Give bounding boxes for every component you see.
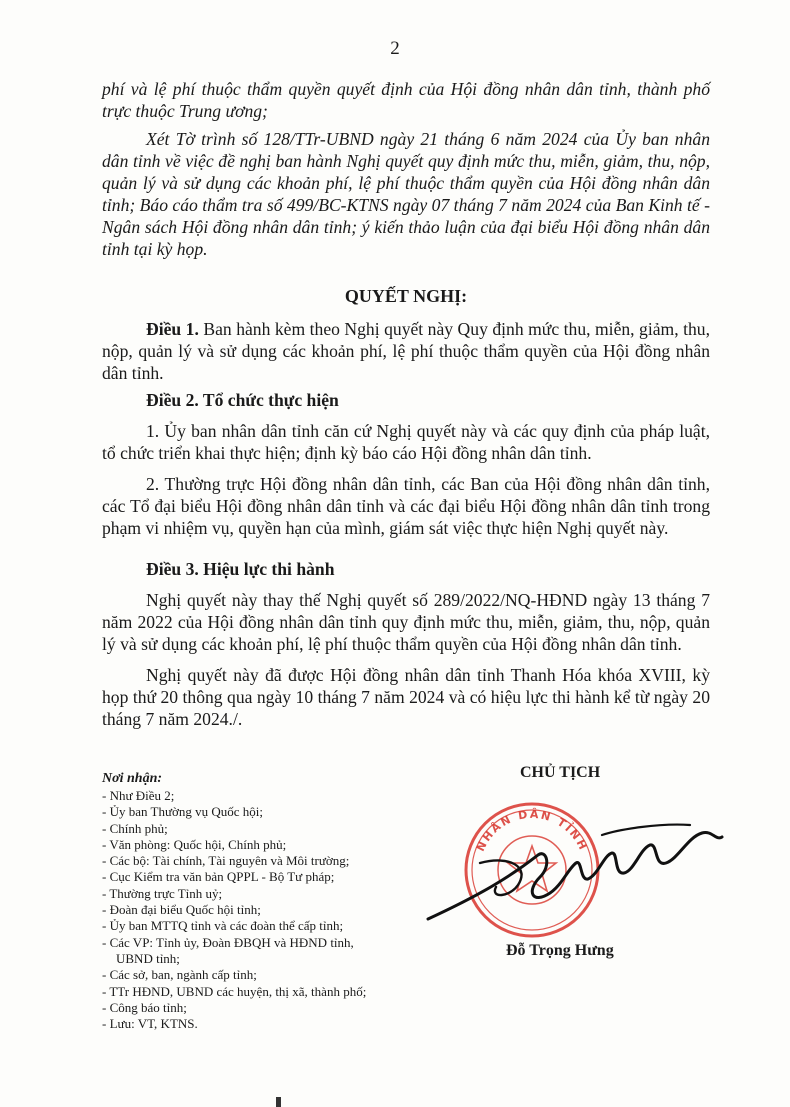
recipient-item: - Cục Kiểm tra văn bản QPPL - Bộ Tư pháp;: [102, 869, 335, 885]
considering-text: Xét Tờ trình số 128/TTr-UBND ngày 21 tháng 6 năm 2024 của Ủy ban nhân dân tỉnh về việc đề nghị ban hành Nghị quyết quy định mức thu, miễn, giảm, thu, nộp, quản lý và sử dụng các khoản phí, lệ phí thuộc thẩm quyền của Hội đồng nhân dân tỉnh; Báo cáo thẩm tra số 499/BC-KTNS ngày 07 tháng 7 năm 2024 của Ban Kinh tế - Ngân sách Hội đồng nhân dân tỉnh; ý kiến thảo luận của đại biểu Hội đồng nhân dân tỉnh tại kỳ họp.: [102, 129, 710, 259]
position-title: CHỦ TỊCH: [520, 764, 601, 781]
recipients-title: Nơi nhận:: [102, 771, 163, 786]
recipient-item: - Các bộ: Tài chính, Tài nguyên và Môi trường;: [102, 853, 350, 869]
recipient-item: - Chính phủ;: [102, 820, 168, 836]
article-1-paragraph: [102, 318, 710, 384]
handwritten-signature-icon: [420, 815, 730, 925]
recipients-list: [102, 770, 432, 1032]
recipients-items: [102, 788, 432, 1032]
recipient-item: - Lưu: VT, KTNS.: [102, 1016, 198, 1032]
recipient-item: - Văn phòng: Quốc hội, Chính phủ;: [102, 836, 287, 852]
article-2-title: Điều 2. Tổ chức thực hiện: [146, 390, 339, 410]
page-number: 2: [390, 38, 400, 59]
legal-basis-paragraph: [102, 78, 710, 122]
scan-artifact: [276, 1097, 281, 1107]
recipient-item: - Công báo tỉnh;: [102, 999, 187, 1015]
article-2-item-2: 2. Thường trực Hội đồng nhân dân tỉnh, các Ban của Hội đồng nhân dân tỉnh, các Tổ đại biểu Hội đồng nhân dân tỉnh và các đại biểu Hội đồng nhân dân tỉnh trong phạm vi nhiệm vụ, quyền hạn của mình, giám sát việc thực hiện Nghị quyết này.: [102, 474, 710, 538]
signer-name: Đỗ Trọng Hưng: [506, 942, 614, 959]
article-2-item-1: 1. Ủy ban nhân dân tỉnh căn cứ Nghị quyết này và các quy định của pháp luật, tổ chức triển khai thực hiện; định kỳ báo cáo Hội đồng nhân dân tỉnh.: [102, 421, 710, 463]
recipient-item: - Thường trực Tỉnh uỷ;: [102, 885, 223, 901]
recipient-item: - Các VP: Tỉnh ủy, Đoàn ĐBQH và HĐND tỉnh,: [102, 934, 354, 950]
recipient-item: - Ủy ban MTTQ tỉnh và các đoàn thể cấp tỉnh;: [102, 918, 344, 934]
recipient-item: UBND tỉnh;: [116, 950, 180, 966]
seal-text: NHÂN DÂN TỈNH: [473, 807, 591, 854]
article-2: [102, 389, 710, 539]
article-3-paragraph-1: Nghị quyết này thay thế Nghị quyết số 289/2022/NQ-HĐND ngày 13 tháng 7 năm 2022 của Hội đồng nhân dân tỉnh quy định mức thu, miễn, giảm, thu, nộp, quản lý và sử dụng các khoản phí, lệ phí thuộc thẩm quyền của Hội đồng nhân dân tỉnh.: [102, 590, 710, 654]
article-3-title: Điều 3. Hiệu lực thi hành: [146, 559, 335, 579]
article-3-paragraph-2: Nghị quyết này đã được Hội đồng nhân dân tỉnh Thanh Hóa khóa XVIII, kỳ họp thứ 20 thông qua ngày 10 tháng 7 năm 2024 và có hiệu lực thi hành kể từ ngày 20 tháng 7 năm 2024./.: [102, 665, 710, 729]
recipient-item: - Đoàn đại biểu Quốc hội tỉnh;: [102, 902, 261, 918]
recipient-item: - Các sở, ban, ngành cấp tỉnh;: [102, 967, 257, 983]
article-3: [102, 558, 710, 730]
resolution-heading: QUYẾT NGHỊ:: [344, 286, 468, 306]
article-1-label: Điều 1.: [146, 319, 199, 339]
recipient-item: - Như Điều 2;: [102, 788, 175, 803]
legal-basis-text: phí và lệ phí thuộc thẩm quyền quyết định của Hội đồng nhân dân tỉnh, thành phố trực thuộc Trung ương;: [102, 79, 710, 121]
resolution-heading-block: [102, 285, 710, 307]
considering-paragraph: [102, 128, 710, 260]
recipient-item: - TTr HĐND, UBND các huyện, thị xã, thành phố;: [102, 983, 367, 999]
article-1: [102, 318, 710, 384]
recipient-item: - Ủy ban Thường vụ Quốc hội;: [102, 804, 263, 820]
article-1-text: Ban hành kèm theo Nghị quyết này Quy định mức thu, miễn, giảm, thu, nộp, quản lý và sử dụng các khoản phí, lệ phí thuộc thẩm quyền của Hội đồng nhân dân tỉnh.: [102, 319, 711, 383]
